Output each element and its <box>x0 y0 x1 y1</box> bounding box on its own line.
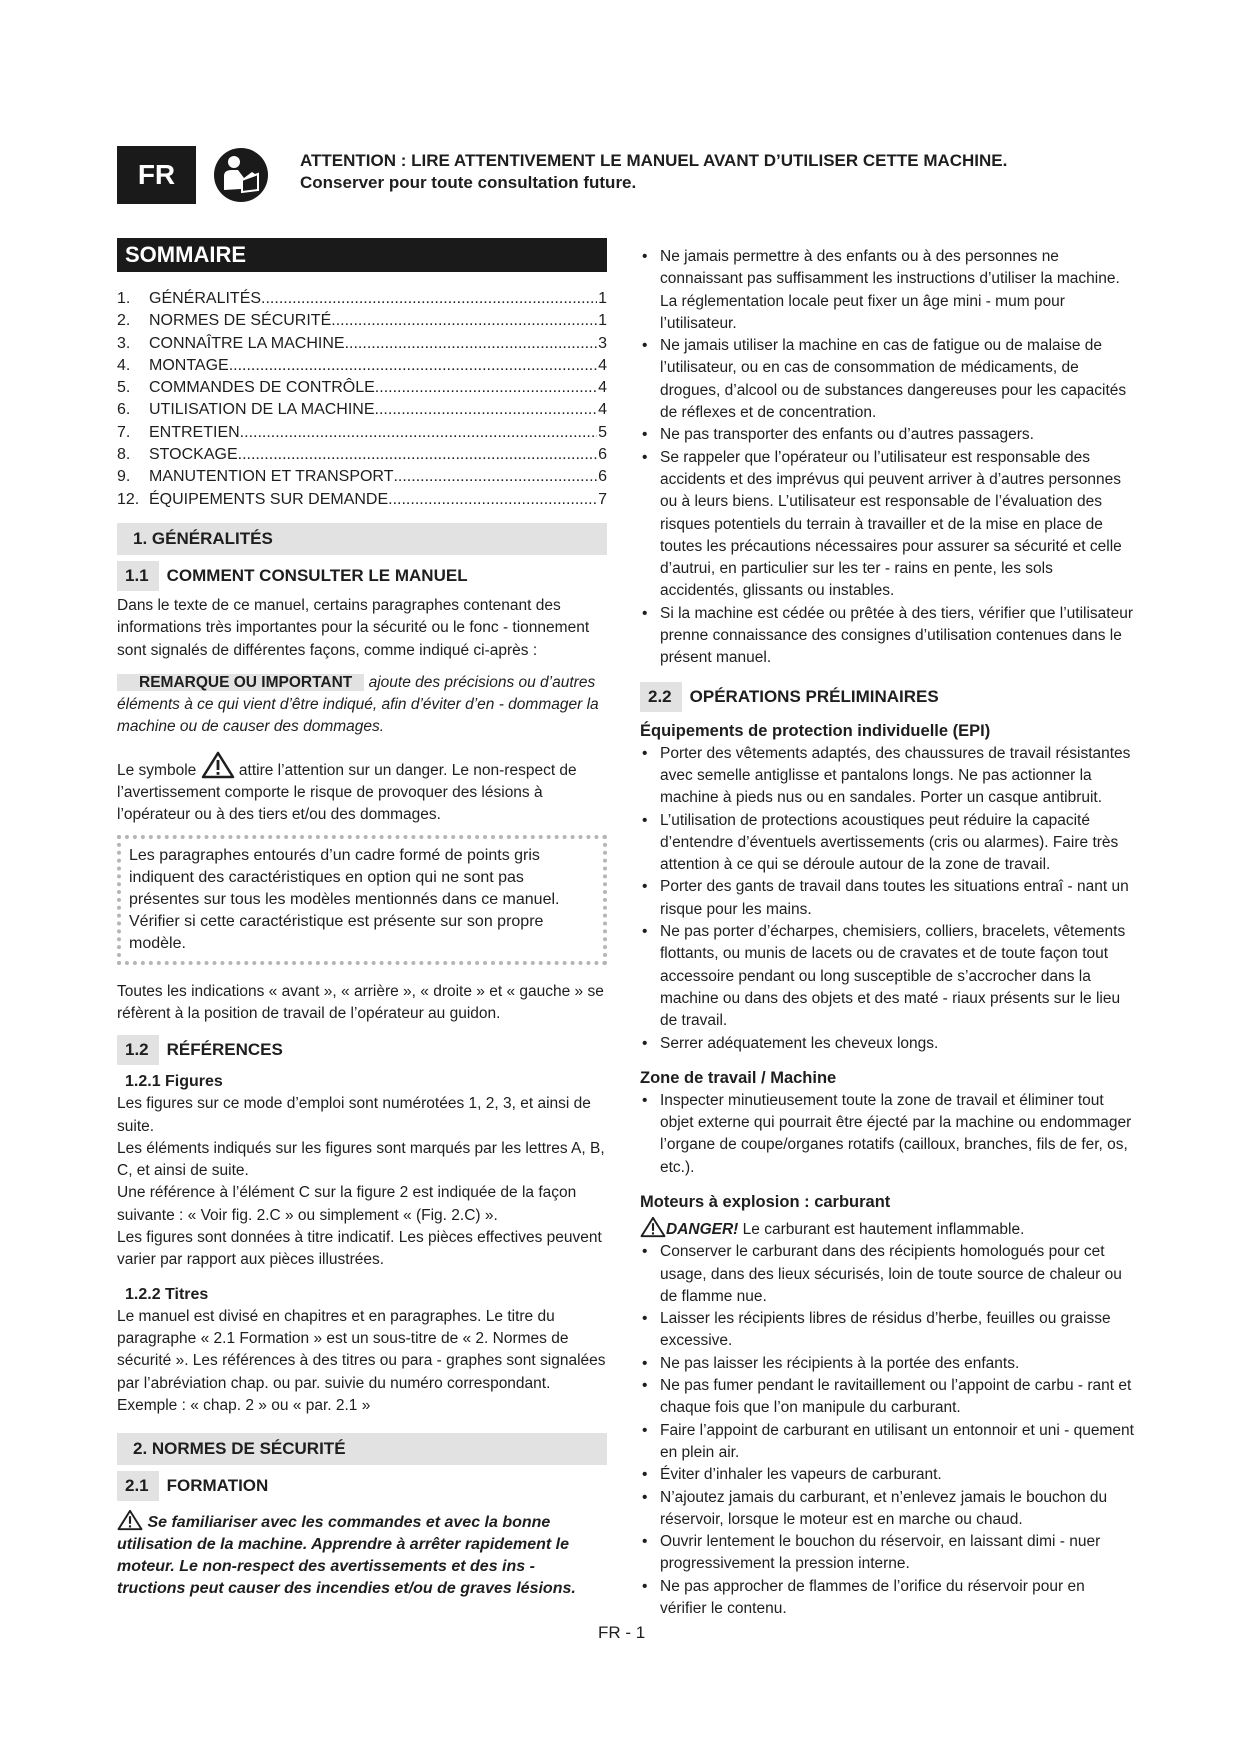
toc-page: 7 <box>598 490 607 508</box>
toc-page: 3 <box>598 334 607 352</box>
list-item: • L’utilisation de protections acoustiques peut réduire la capacité d’entendre d’éventuels avertissements (cris ou alarmes). Faire très attention à ce qui se déroule autour de la zone de travail. <box>640 810 1135 877</box>
bullet-list-general <box>640 246 1135 670</box>
paragraph: Les figures sur ce mode d’emploi sont numérotées 1, 2, 3, et ainsi de suite. <box>117 1095 591 1135</box>
list-item: • Faire l’appoint de carburant en utilisant un entonnoir et uni - quement en plein air. <box>640 1420 1135 1465</box>
read-manual-icon <box>212 146 270 204</box>
left-column <box>117 238 607 1600</box>
symbole-text-before: Le symbole <box>117 761 197 779</box>
paragraph: Les figures sont données à titre indicatif. Les pièces effectives peuvent varier par rapport aux pièces illustrées. <box>117 1229 602 1269</box>
subsection-number: 1.2 <box>117 1035 159 1065</box>
toc-page: 1 <box>598 290 607 307</box>
toc-leader <box>388 489 597 511</box>
list-item: • Inspecter minutieusement toute la zone de travail et éliminer tout objet externe qui pourrait être éjecté par la machine ou endommager l’organe de coupe/organes rotatifs (cailloux, branches, fils de fer, os, etc.). <box>640 1090 1135 1179</box>
toc-page: 4 <box>598 401 607 419</box>
toc-item[interactable] <box>117 333 607 355</box>
paragraph: Une référence à l’élément C sur la figure 2 est indiquée de la façon suivante : « Voir fig. 2.C » ou simplement « (Fig. 2.C) ». <box>117 1184 577 1224</box>
list-item: • Ne pas porter d’écharpes, chemisiers, colliers, bracelets, vêtements flottants, ou munis de lacets ou de cravates et de toute façon tout accessoire pendant ou long susceptible de s’accrocher dans la machine ou dans des objets et des maté - riaux présents sur le lieu de travail. <box>640 921 1135 1032</box>
right-column <box>640 246 1135 1620</box>
toc-leader <box>375 377 597 399</box>
bullet-list-moteurs <box>640 1241 1135 1620</box>
toc-label: COMMANDES DE CONTRÔLE <box>149 379 375 397</box>
table-of-contents <box>117 288 607 511</box>
subsubsection-heading-titres: 1.2.2 Titres <box>125 1285 209 1303</box>
formation-warning-text: Se familiariser avec les commandes et avec la bonne utilisation de la machine. Apprendre à arrêter rapidement le moteur. Le non-respect des avertissements et des ins - tructions peut causer des incendies et/ou de graves lésions. <box>117 1514 576 1598</box>
toc-page: 4 <box>598 356 607 374</box>
list-item: • Porter des vêtements adaptés, des chaussures de travail résistantes avec semelle antiglisse et pantalons longs. Ne pas actionner la machine à pieds nus ou en sandales. Porter un casque antibruit. <box>640 743 1135 810</box>
subsection-title: FORMATION <box>166 1476 269 1496</box>
bullet-list-zone <box>640 1090 1135 1179</box>
toc-num: 4. <box>117 356 131 374</box>
toc-label: STOCKAGE <box>149 446 238 464</box>
list-item: • Éviter d’inhaler les vapeurs de carburant. <box>640 1464 1135 1486</box>
toc-num: 6. <box>117 401 131 419</box>
paragraph: Le manuel est divisé en chapitres et en paragraphes. Le titre du paragraphe « 2.1 Formation » est un sous-titre de « 2. Normes de sécurité ». Les références à des titres ou para - graphes sont signalées par l’abréviation chap. ou par. suivie du numéro correspondant. Exemple : « chap. 2 » ou « par. 2.1 » <box>117 1307 606 1414</box>
danger-label: DANGER! <box>666 1220 739 1238</box>
toc-leader <box>261 288 597 310</box>
list-item: • Ne pas transporter des enfants ou d’autres passagers. <box>640 424 1135 446</box>
toc-page: 6 <box>598 468 607 486</box>
toc-label: MANUTENTION ET TRANSPORT <box>149 468 394 486</box>
toc-page: 1 <box>598 312 607 330</box>
toc-leader <box>393 466 597 488</box>
toc-num: 8. <box>117 446 131 464</box>
toc-num: 7. <box>117 423 131 441</box>
toc-label: ENTRETIEN <box>149 423 240 441</box>
toc-item[interactable] <box>117 399 607 421</box>
symbole-text-after: attire l’attention sur un danger. Le non-respect de l’avertissement comporte le risque de provoquer des lésions à l’opérateur ou à des tiers et/ou des dommages. <box>117 761 577 824</box>
sommaire-title: SOMMAIRE <box>117 238 607 272</box>
attention-line-2: Conserver pour toute consultation future. <box>300 173 637 192</box>
section-heading-normes-securite: 2. NORMES DE SÉCURITÉ <box>117 1433 607 1465</box>
toc-leader <box>331 310 597 332</box>
section-heading-generalites: 1. GÉNÉRALITÉS <box>117 523 607 555</box>
toc-label: ÉQUIPEMENTS SUR DEMANDE <box>149 490 389 508</box>
subsection-title: OPÉRATIONS PRÉLIMINAIRES <box>689 686 939 706</box>
toc-label: UTILISATION DE LA MACHINE <box>149 401 375 419</box>
toc-num: 1. <box>117 290 131 307</box>
list-item: • Ne jamais utiliser la machine en cas de fatigue ou de malaise de l’utilisateur, ou en cas de consommation de médicaments, de drogues, d’alcool ou de substances dangereuses pour les capacités de réflexes et de concentration. <box>640 335 1135 424</box>
danger-line <box>640 1216 1135 1241</box>
paragraph: Les éléments indiqués sur les figures sont marqués par les lettres A, B, C, et ainsi de suite. <box>117 1139 605 1180</box>
subsection-heading-formation <box>117 1471 607 1501</box>
toc-label: NORMES DE SÉCURITÉ <box>149 312 332 330</box>
remarque-label: REMARQUE OU IMPORTANT <box>117 674 364 691</box>
toc-num: 5. <box>117 379 131 397</box>
warning-triangle-icon <box>640 1216 666 1238</box>
list-item: • Porter des gants de travail dans toutes les situations entraî - nant un risque pour les mains. <box>640 876 1135 921</box>
subsection-title: COMMENT CONSULTER LE MANUEL <box>166 565 468 585</box>
subsection-heading-operations <box>640 682 1135 712</box>
list-item: • Serrer adéquatement les cheveux longs. <box>640 1033 1135 1055</box>
subsection-number: 2.1 <box>117 1471 159 1501</box>
warning-triangle-icon <box>201 751 235 779</box>
toc-num: 12. <box>117 490 140 508</box>
paragraph: Dans le texte de ce manuel, certains paragraphes contenant des informations très importantes pour la sécurité ou le fonc - tionnement sont signalés de différentes façons, comme indiqué ci-après : <box>117 596 590 659</box>
list-item: • Ne pas approcher de flammes de l’orifice du réservoir pour en vérifier le contenu. <box>640 1576 1135 1621</box>
remarque-text: ajoute des précisions ou d’autres éléments à ce qui vient d’être indiqué, afin d’éviter d’en - dommager la machine ou de causer des dommages. <box>117 673 599 736</box>
toc-num: 9. <box>117 468 131 486</box>
toc-item[interactable] <box>117 288 607 310</box>
attention-line-1: ATTENTION : LIRE ATTENTIVEMENT LE MANUEL AVANT D’UTILISER CETTE MACHINE. <box>300 151 1008 170</box>
subsection-number: 2.2 <box>640 682 682 712</box>
remarque-paragraph <box>117 672 607 739</box>
danger-text: Le carburant est hautement inflammable. <box>742 1220 1025 1238</box>
subsection-number: 1.1 <box>117 561 159 591</box>
epi-heading: Équipements de protection individuelle (EPI) <box>640 721 991 740</box>
list-item: • Ouvrir lentement le bouchon du réservoir, en laissant dimi - nuer progressivement la pression interne. <box>640 1531 1135 1576</box>
toc-label: MONTAGE <box>149 356 229 374</box>
toc-item[interactable] <box>117 466 607 488</box>
subsubsection-heading-figures: 1.2.1 Figures <box>125 1073 223 1091</box>
toc-leader <box>229 355 597 377</box>
list-item: • N’ajoutez jamais du carburant, et n’enlevez jamais le bouchon du réservoir, lorsque le moteur est en marche ou chaud. <box>640 1487 1135 1532</box>
toc-page: 5 <box>598 423 607 441</box>
subsection-title: RÉFÉRENCES <box>166 1040 283 1060</box>
list-item: • Se rappeler que l’opérateur ou l’utilisateur est responsable des accidents et des imprévus qui peuvent arriver à d’autres personnes ou à leurs biens. L’utilisateur est responsable de l’évaluation des risques potentiels du terrain à travailler et de la mise en place de toutes les précautions nécessaires pour assurer sa sécurité et celle d’autrui, en particulier sur les ter - rains en pente, les sols accidentés, glissants ou instables. <box>640 447 1135 603</box>
bullet-list-epi <box>640 743 1135 1055</box>
toc-leader <box>345 333 598 355</box>
toc-item[interactable] <box>117 489 607 511</box>
page-number: FR - 1 <box>598 1623 646 1642</box>
language-badge: FR <box>117 146 196 204</box>
toc-num: 2. <box>117 312 131 330</box>
toc-item[interactable] <box>117 422 607 444</box>
toc-item[interactable] <box>117 355 607 377</box>
zone-heading: Zone de travail / Machine <box>640 1068 837 1087</box>
toc-item[interactable] <box>117 444 607 466</box>
toc-label: CONNAÎTRE LA MACHINE <box>149 334 345 352</box>
toc-item[interactable] <box>117 377 607 399</box>
list-item: • Ne jamais permettre à des enfants ou à des personnes ne connaissant pas suffisamment les instructions d’utiliser la machine. La réglementation locale peut fixer un âge mini - mum pour l’utilisateur. <box>640 246 1135 335</box>
list-item: • Conserver le carburant dans des récipients homologués pour cet usage, dans des lieux sécurisés, loin de toute source de chaleur ou de flamme nue. <box>640 1241 1135 1308</box>
paragraph-indications: Toutes les indications « avant », « arrière », « droite » et « gauche » se réfèrent à la position de travail de l’opérateur au guidon. <box>117 982 604 1022</box>
toc-label: GÉNÉRALITÉS <box>149 290 262 307</box>
symbole-paragraph <box>117 751 607 827</box>
subsection-heading-comment-consulter <box>117 561 607 591</box>
toc-leader <box>375 399 598 421</box>
subsection-heading-references <box>117 1035 607 1065</box>
toc-page: 4 <box>598 379 607 397</box>
warning-triangle-icon <box>117 1509 143 1531</box>
optional-feature-box: Les paragraphes entourés d’un cadre formé de points gris indiquent des caractéristiques en option qui ne sont pas présentes sur tous les modèles mentionnés dans ce manuel. Vérifier si cette caractéristique est présente sur son propre modèle. <box>117 835 607 965</box>
toc-item[interactable] <box>117 310 607 332</box>
toc-num: 3. <box>117 334 131 352</box>
moteurs-heading: Moteurs à explosion : carburant <box>640 1192 891 1211</box>
list-item: • Laisser les récipients libres de résidus d’herbe, feuilles ou graisse excessive. <box>640 1308 1135 1353</box>
toc-leader <box>238 444 597 466</box>
list-item: • Ne pas fumer pendant le ravitaillement ou l’appoint de carbu - rant et chaque fois que l’on manipule du carburant. <box>640 1375 1135 1420</box>
formation-warning <box>117 1509 607 1600</box>
toc-page: 6 <box>598 446 607 464</box>
toc-leader <box>240 422 597 444</box>
attention-notice <box>300 150 1100 194</box>
list-item: • Si la machine est cédée ou prêtée à des tiers, vérifier que l’utilisateur prenne connaissance des consignes d’utilisation contenues dans le présent manuel. <box>640 603 1135 670</box>
list-item: • Ne pas laisser les récipients à la portée des enfants. <box>640 1353 1135 1375</box>
